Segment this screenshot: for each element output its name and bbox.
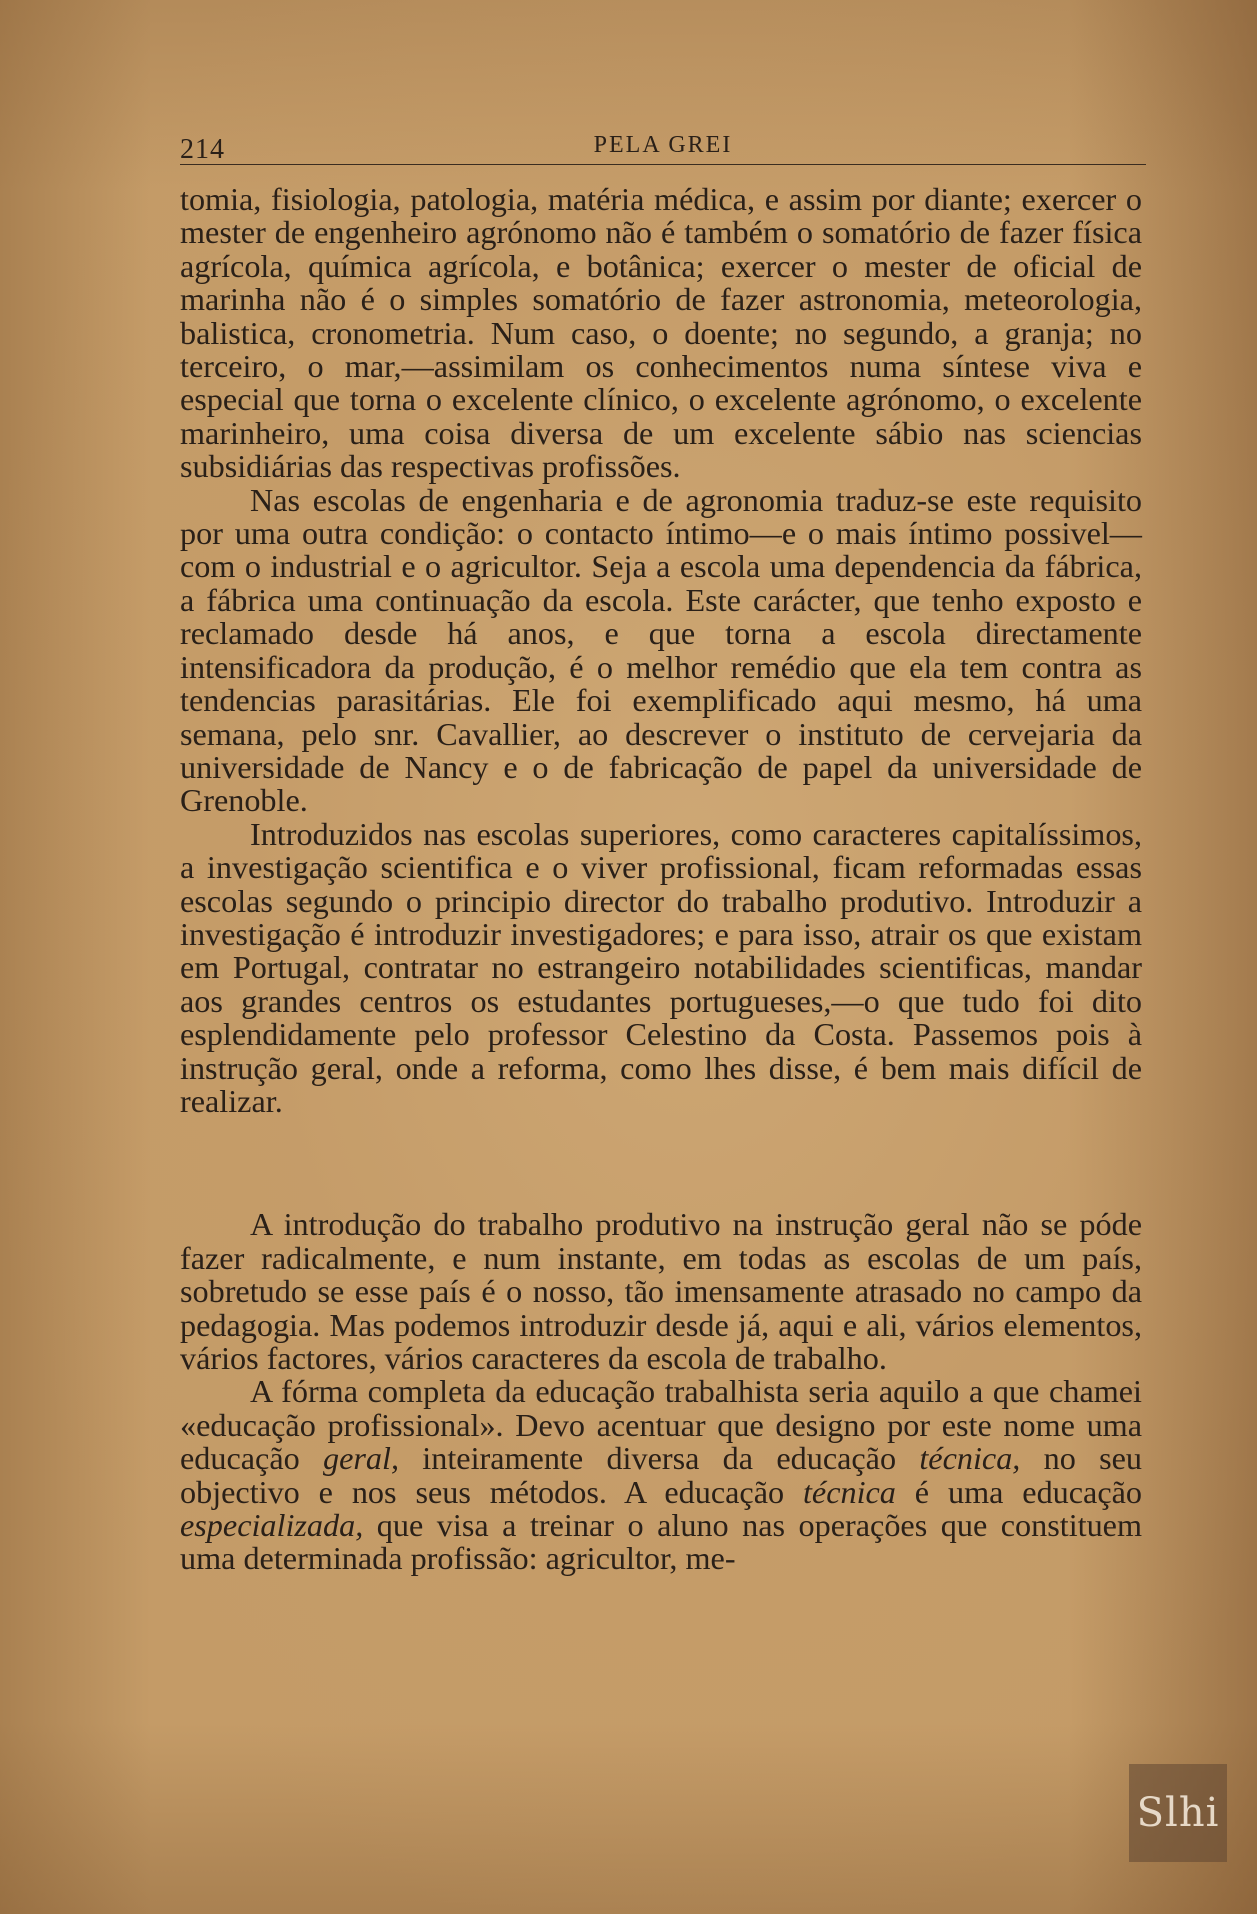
library-stamp-text: Slhi [1136,1790,1220,1836]
section-break [180,1118,1142,1208]
text-run: inteiramente diversa da educação [399,1440,920,1477]
page-number: 214 [180,134,225,165]
italic-text: especializada, [180,1507,364,1544]
paragraph [180,481,1142,819]
paragraph [180,1208,1142,1375]
body-text [180,183,1142,1576]
text-run: Introduzidos nas escolas superiores, como caracteres capitalíssimos, a investigação scientifica e o viver profissional, ficam reformadas essas escolas segundo o principio director do trabalho produtivo. Introduzir a investigação é introduzir investigadores; e para isso, atrair os que existam em Portugal, contratar no estrangeiro notabilidades scientificas, mandar aos grandes centros os estudantes portugueses,—o que tudo foi dito esplendidamente pelo professor Celestino da Costa. Passemos pois à instrução geral, onde a reforma, como lhes disse, é bem mais difícil de realizar. [180,815,1142,1119]
page-content [180,120,1142,1840]
paragraph [180,183,1142,484]
italic-text: técnica, [919,1440,1021,1477]
text-run: que visa a treinar o aluno nas operações que constituem uma determinada profissão: agricultor, me- [180,1507,1142,1577]
library-stamp [1129,1764,1227,1862]
text-run: no seu objectivo e nos seus métodos. A educação [180,1440,1143,1510]
text-run: é uma educação [895,1473,1142,1510]
text-run: tomia, fisiologia, patologia, matéria médica, e assim por diante; exercer o mester de engenheiro agrónomo não é também o somatório de fazer física agrícola, química agrícola, e botânica; exercer o mester de oficial de marinha não é o simples somatório de fazer astronomia, meteorologia, balistica, cronometria. Num caso, o doente; no segundo, a granja; no terceiro, o mar,—assimilam os conhecimentos numa síntese viva e especial que torna o excelente clínico, o excelente agrónomo, o excelente marinheiro, uma coisa diversa de um excelente sábio nas sciencias subsidiárias das respectivas profissões. [180,181,1142,485]
text-run: Nas escolas de engenharia e de agronomia traduz-se este requisito por uma outra condição: o contacto íntimo—e o mais íntimo possivel—com o industrial e o agricultor. Seja a escola uma dependencia da fábrica, a fábrica uma continuação da escola. Este carácter, que tenho exposto e reclamado desde há anos, e que torna a escola directamente intensificadora da produção, é o melhor remédio que ela tem contra as tendencias parasitárias. Ele foi exemplificado aqui mesmo, há uma semana, pelo snr. Cavallier, ao descrever o instituto de cervejaria da universidade de Nancy e o de fabricação de papel da universidade de Grenoble. [180,481,1142,819]
running-title: PELA GREI [593,132,733,158]
running-head [180,120,1146,165]
italic-text: geral, [323,1440,400,1477]
paragraph [180,815,1142,1119]
text-run: A fórma completa da educação trabalhista seria aquilo a que chamei «educação profissional». Devo acentuar que designo por este nome uma educação [180,1373,1142,1477]
paragraph [180,1375,1142,1575]
italic-text: técnica [802,1473,896,1510]
text-run: A introdução do trabalho produtivo na instrução geral não se póde fazer radicalmente, e num instante, em todas as escolas de um país, sobretudo se esse país é o nosso, tão imensamente atrasado no campo da pedagogia. Mas podemos introduzir desde já, aqui e ali, vários elementos, vários factores, vários caracteres da escola de trabalho. [180,1206,1142,1376]
